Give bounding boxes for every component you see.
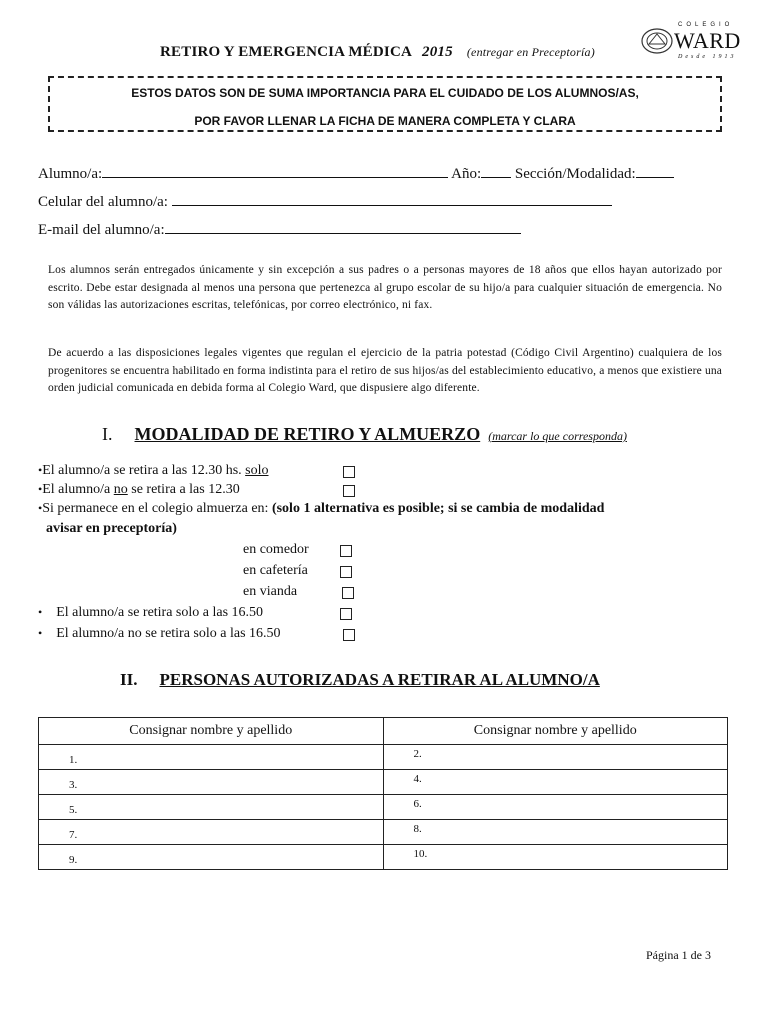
section-1-heading: [102, 424, 627, 445]
column-header-right: [383, 718, 728, 745]
authorized-persons-table: [38, 717, 728, 870]
option-1230-solo: •El alumno/a se retira a las 12.30 hs. solo: [38, 463, 269, 478]
option-1230-solo-emph: solo: [245, 463, 269, 478]
person-cell-10[interactable]: [383, 845, 728, 870]
student-name-field[interactable]: [102, 163, 448, 178]
person-cell-8[interactable]: [383, 820, 728, 845]
student-label: Alumno/a:: [38, 166, 103, 182]
person-cell-5[interactable]: [39, 795, 384, 820]
logo-small-text: COLEGIO: [678, 22, 734, 28]
section-2-heading: [120, 670, 600, 690]
email-row: [38, 219, 521, 239]
logo-since: Desde 1913: [678, 54, 737, 60]
title-year: 2015: [422, 44, 453, 60]
checkbox-1230-no[interactable]: [343, 485, 355, 497]
student-row: [38, 163, 674, 183]
option-1650-no-text: El alumno/a no se retira solo a las 16.50: [56, 626, 281, 641]
option-lunch: •Si permanece en el colegio almuerza en: (solo 1 alternativa es posible; si se cambia de modalidad: [38, 501, 605, 516]
checkbox-cafeteria[interactable]: [340, 566, 352, 578]
column-header-left: Consignar nombre y apellido: [39, 718, 384, 745]
person-number-4: 4.: [413, 773, 422, 785]
cellphone-row: [38, 191, 612, 211]
option-lunch-note: (solo 1 alternativa es posible; si se cambia de modalidad: [271, 501, 605, 516]
section-1-title: MODALIDAD DE RETIRO Y ALMUERZO: [134, 424, 481, 444]
title-note: (entregar en Preceptoría): [466, 45, 595, 59]
paragraph-authorization: Los alumnos serán entregados únicamente y sin excepción a sus padres o a personas mayores de 18 años que ellos hayan autorizado por escrito. Debe estar designada al menos una persona que pertenezca al grupo escolar de su hijo/a para cualquier situación de emergencia. No son válidas las autorizaciones escritas, telefónicas, por correo electrónico, ni fax.: [48, 264, 722, 311]
person-number-1: 1.: [69, 754, 78, 766]
person-cell-3[interactable]: [39, 770, 384, 795]
person-cell-1[interactable]: [39, 745, 384, 770]
person-number-10: 10.: [413, 848, 428, 860]
section-2-roman: II.: [120, 670, 138, 689]
person-number-5: 5.: [69, 804, 78, 816]
section-1-roman: I.: [102, 424, 113, 444]
paragraph-legal: De acuerdo a las disposiciones legales vigentes que regulan el ejercicio de la patria potestad (Código Civil Argentino) cualquiera de los progenitores se encuentra habilitado en forma indistinta para el retiro de sus hijos/as del establecimiento educativo, a menos que existiere una orden judicial comunicada en debida forma al Colegio Ward, que dispusiere algo diferente.: [48, 347, 722, 394]
lunch-vianda-label: en vianda: [243, 584, 298, 599]
person-cell-9[interactable]: [39, 845, 384, 870]
section-2-title: PERSONAS AUTORIZADAS A RETIRAR AL ALUMNO/A: [159, 670, 600, 689]
notice-line-2: POR FAVOR LLENAR LA FICHA DE MANERA COMPLETA Y CLARA: [194, 114, 576, 128]
checkbox-1650-no[interactable]: [343, 629, 355, 641]
person-number-8: 8.: [413, 823, 422, 835]
option-1230-no-text-a: El alumno/a: [42, 482, 111, 497]
person-number-7: 7.: [69, 829, 78, 841]
option-1230-solo-text: El alumno/a se retira a las 12.30 hs.: [42, 463, 242, 478]
option-lunch-note-2: avisar en preceptoría): [46, 521, 177, 536]
person-cell-4[interactable]: [383, 770, 728, 795]
checkbox-vianda[interactable]: [342, 587, 354, 599]
option-lunch-text: Si permanece en el colegio almuerza en:: [42, 501, 269, 516]
title-text: RETIRO Y EMERGENCIA MÉDICA: [160, 44, 413, 60]
logo-name: WARD: [674, 28, 741, 53]
person-cell-7[interactable]: [39, 820, 384, 845]
option-1230-no-text-c: se retira a las 12.30: [131, 482, 240, 497]
crest-icon: [640, 26, 674, 56]
person-number-6: 6.: [413, 798, 422, 810]
email-field[interactable]: [165, 219, 521, 234]
option-1230-no: •El alumno/a no se retira a las 12.30: [38, 482, 240, 497]
cellphone-label: Celular del alumno/a:: [38, 194, 168, 210]
checkbox-comedor[interactable]: [340, 545, 352, 557]
notice-line-1: ESTOS DATOS SON DE SUMA IMPORTANCIA PARA EL CUIDADO DE LOS ALUMNOS/AS,: [131, 86, 639, 100]
year-field[interactable]: [481, 163, 511, 178]
checkbox-1650-solo[interactable]: [340, 608, 352, 620]
notice-box: [48, 76, 722, 132]
page-title: [160, 44, 595, 61]
column-header-right-text: Consignar nombre y apellido: [473, 723, 637, 738]
option-1650-solo: • El alumno/a se retira solo a las 16.50: [38, 605, 264, 620]
person-cell-6[interactable]: [383, 795, 728, 820]
checkbox-1230-solo[interactable]: [343, 466, 355, 478]
school-logo: [640, 22, 750, 62]
cellphone-field[interactable]: [172, 191, 612, 206]
person-number-3: 3.: [69, 779, 78, 791]
section-field[interactable]: [636, 163, 674, 178]
person-number-9: 9.: [69, 854, 78, 866]
section-label: Sección/Modalidad:: [514, 166, 636, 182]
year-label: Año:: [451, 166, 482, 182]
option-1230-no-emph: no: [113, 482, 128, 497]
email-label: E-mail del alumno/a:: [38, 222, 165, 238]
section-1-hint: (marcar lo que corresponda): [488, 429, 627, 443]
page-number: Página 1 de 3: [646, 948, 711, 962]
lunch-cafeteria-label: en cafetería: [243, 563, 308, 578]
lunch-comedor-label: en comedor: [243, 542, 309, 557]
person-number-2: 2.: [413, 748, 422, 760]
option-1650-no: • El alumno/a no se retira solo a las 16.50: [38, 626, 281, 641]
person-cell-2[interactable]: [383, 745, 728, 770]
option-1650-solo-text: El alumno/a se retira solo a las 16.50: [56, 605, 264, 620]
